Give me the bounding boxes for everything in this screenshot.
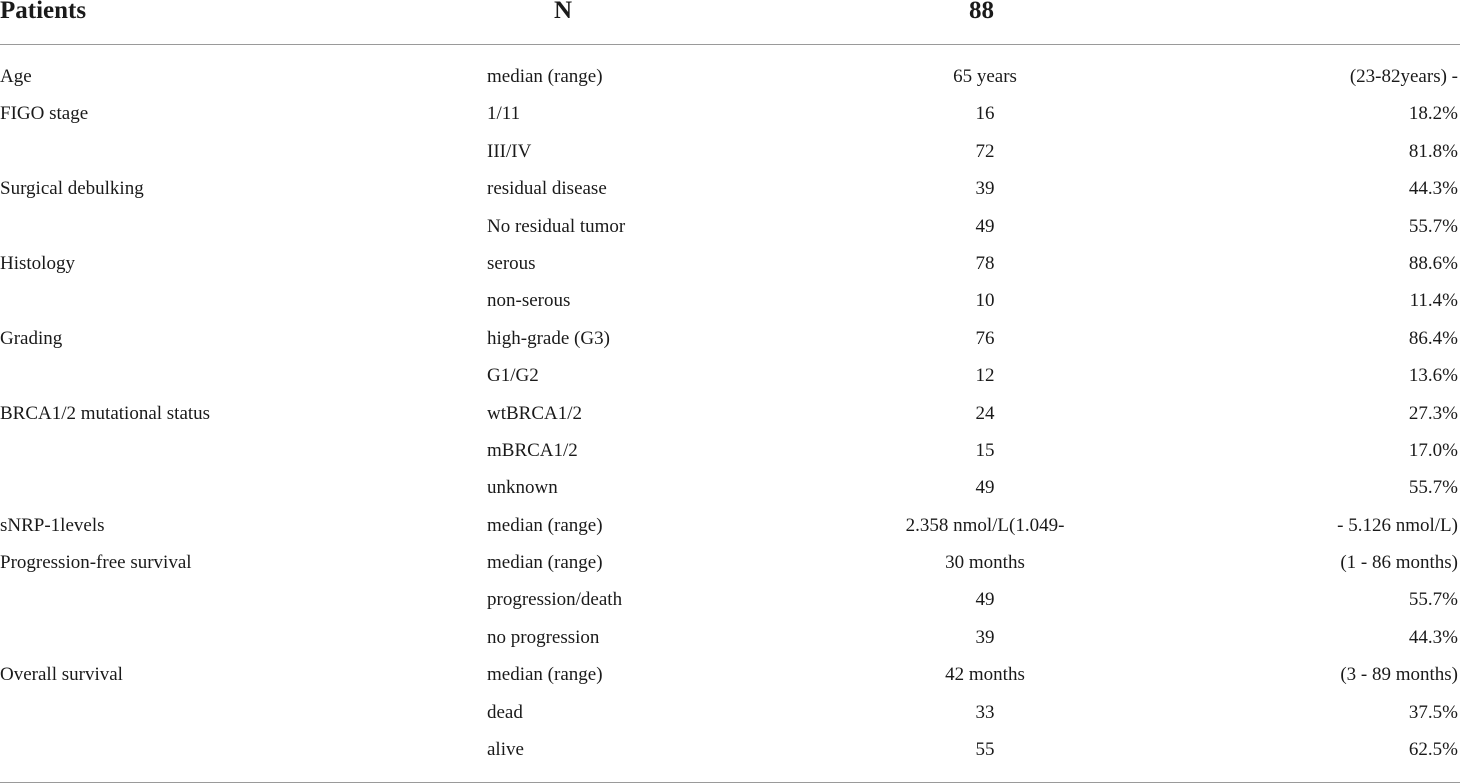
row-category: alive — [487, 739, 524, 761]
row-value: 76 — [975, 327, 995, 349]
row-extra: 55.7% — [1408, 477, 1458, 499]
table-row — [0, 245, 1460, 282]
row-value: 2.358 nmol/L(1.049- — [905, 514, 1065, 536]
row-category: III/IV — [487, 140, 532, 162]
row-extra: 44.3% — [1408, 626, 1458, 648]
row-extra: 37.5% — [1408, 701, 1458, 723]
row-category: dead — [487, 701, 523, 723]
row-value: 10 — [975, 290, 995, 312]
row-category: serous — [487, 252, 536, 274]
row-value: 39 — [975, 178, 995, 200]
row-extra: 86.4% — [1408, 327, 1458, 349]
table-row — [0, 469, 1460, 506]
row-category: residual disease — [487, 178, 607, 200]
row-label: sNRP-1levels — [0, 514, 105, 536]
row-value: 49 — [975, 589, 995, 611]
table-row — [0, 95, 1460, 132]
row-category: G1/G2 — [487, 365, 539, 387]
row-category: median (range) — [487, 552, 603, 574]
table-header-row — [0, 0, 1460, 44]
row-extra: 44.3% — [1408, 178, 1458, 200]
row-category: median (range) — [487, 514, 603, 536]
row-value: 55 — [975, 739, 995, 761]
table-row — [0, 619, 1460, 656]
row-extra: 88.6% — [1408, 252, 1458, 274]
row-extra: 62.5% — [1408, 739, 1458, 761]
row-value: 12 — [975, 365, 995, 387]
row-category: median (range) — [487, 66, 603, 87]
row-value: 49 — [975, 477, 995, 499]
row-extra: 81.8% — [1408, 140, 1458, 162]
row-value: 65 years — [953, 66, 1017, 87]
table-row — [0, 170, 1460, 207]
header-divider — [0, 44, 1460, 45]
table-body — [0, 58, 1460, 768]
table-row — [0, 320, 1460, 357]
row-extra: (23-82years) - — [1349, 66, 1458, 87]
row-category: 1/11 — [487, 103, 521, 125]
table-row — [0, 507, 1460, 544]
row-extra: 55.7% — [1408, 215, 1458, 237]
table-row — [0, 58, 1460, 95]
row-label: Surgical debulking — [0, 178, 144, 200]
table-row — [0, 694, 1460, 731]
row-value: 39 — [975, 626, 995, 648]
row-category: high-grade (G3) — [487, 327, 610, 349]
row-category: mBRCA1/2 — [487, 439, 578, 461]
row-extra: 17.0% — [1408, 439, 1458, 461]
row-extra: - 5.126 nmol/L) — [1337, 514, 1458, 536]
header-patients: Patients — [0, 0, 87, 24]
row-label: Grading — [0, 327, 63, 349]
row-category: median (range) — [487, 664, 603, 686]
header-n: N — [554, 0, 573, 24]
table-row — [0, 208, 1460, 245]
row-value: 42 months — [945, 664, 1025, 686]
table-row — [0, 282, 1460, 319]
row-label: Histology — [0, 252, 75, 274]
row-category: No residual tumor — [487, 215, 626, 237]
row-category: unknown — [487, 477, 558, 499]
row-value: 72 — [975, 140, 995, 162]
table-row — [0, 133, 1460, 170]
row-extra: 13.6% — [1408, 365, 1458, 387]
row-extra: 27.3% — [1408, 402, 1458, 424]
row-extra: 55.7% — [1408, 589, 1458, 611]
table-row — [0, 581, 1460, 618]
row-label: Overall survival — [0, 664, 123, 686]
row-extra: (1 - 86 months) — [1340, 552, 1458, 574]
row-extra: (3 - 89 months) — [1340, 664, 1458, 686]
row-extra: 11.4% — [1409, 290, 1458, 312]
row-value: 16 — [975, 103, 995, 125]
row-label: Progression-free survival — [0, 552, 192, 574]
row-value: 49 — [975, 215, 995, 237]
row-label: Age — [0, 66, 32, 87]
row-extra: 18.2% — [1408, 103, 1458, 125]
row-value: 24 — [975, 402, 995, 424]
row-label: BRCA1/2 mutational status — [0, 402, 211, 424]
table-row — [0, 395, 1460, 432]
row-value: 78 — [975, 252, 995, 274]
table-row — [0, 432, 1460, 469]
row-value: 30 months — [945, 552, 1025, 574]
table-bottom-rule — [0, 782, 1460, 783]
row-category: non-serous — [487, 290, 571, 312]
row-value: 15 — [975, 439, 995, 461]
row-category: no progression — [487, 626, 600, 648]
row-value: 33 — [975, 701, 995, 723]
table-row — [0, 731, 1460, 768]
header-count: 88 — [969, 0, 994, 24]
row-category: progression/death — [487, 589, 623, 611]
row-label: FIGO stage — [0, 103, 89, 125]
table-row — [0, 544, 1460, 581]
row-category: wtBRCA1/2 — [487, 402, 583, 424]
table-row — [0, 357, 1460, 394]
table-row — [0, 656, 1460, 693]
